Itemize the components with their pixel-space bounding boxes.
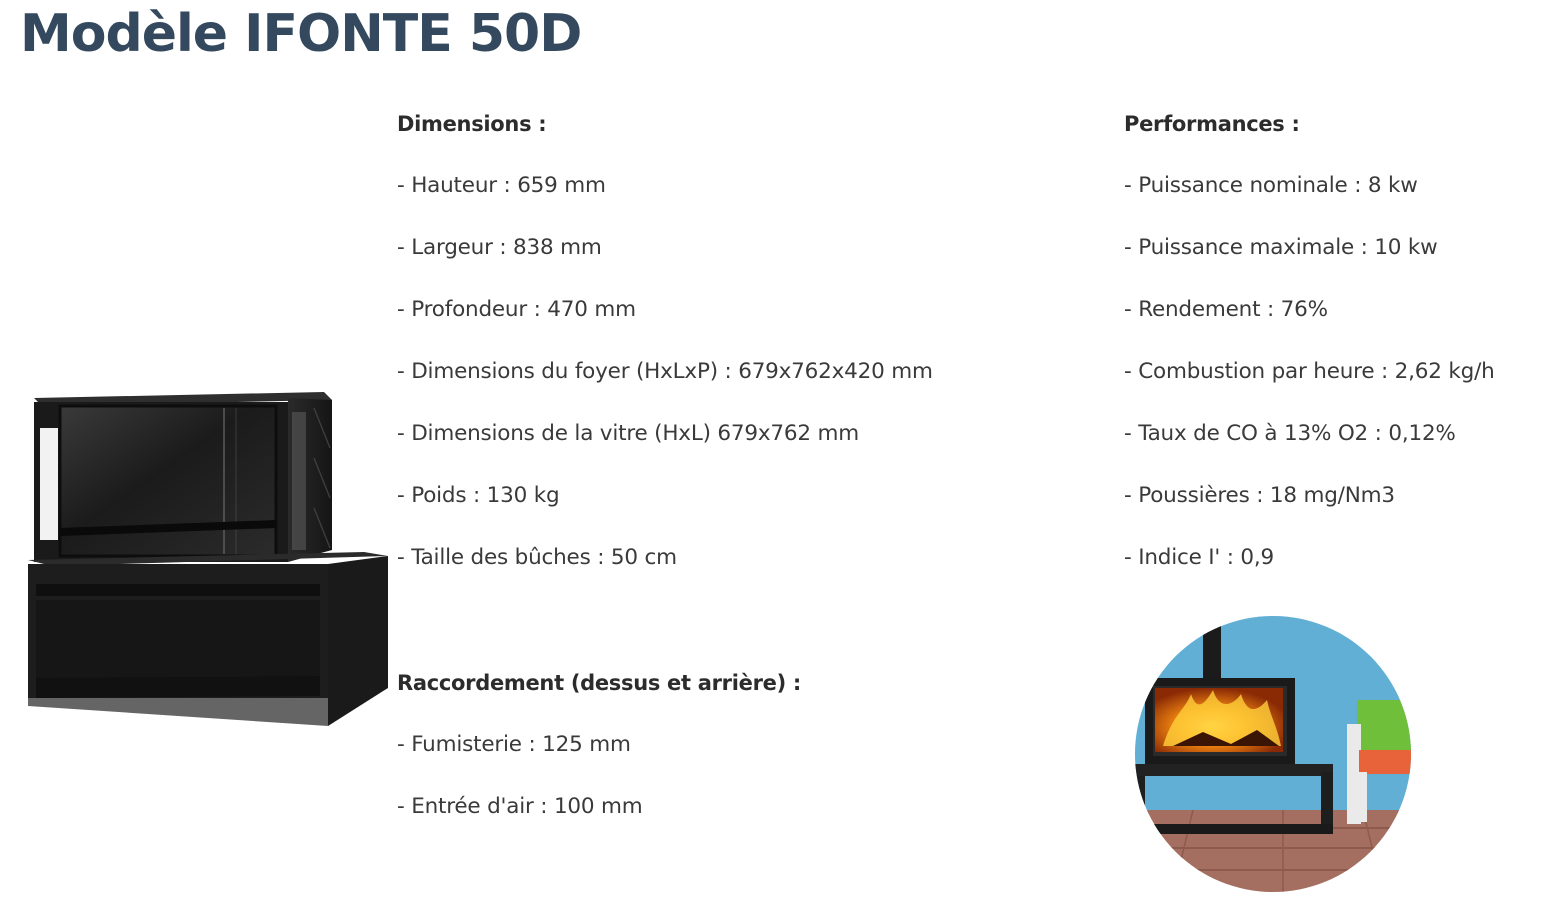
spec-dimensions-vitre: - Dimensions de la vitre (HxL) 679x762 mm [397,421,859,446]
page-title: Modèle IFONTE 50D [20,4,582,64]
spec-puissance-nominale: - Puissance nominale : 8 kw [1124,173,1418,198]
performances-heading: Performances : [1124,112,1300,136]
spec-poids: - Poids : 130 kg [397,483,560,508]
performances-section [1124,108,1539,574]
spec-largeur: - Largeur : 838 mm [397,235,602,260]
spec-hauteur: - Hauteur : 659 mm [397,173,606,198]
spec-taux-co: - Taux de CO à 13% O2 : 0,12% [1124,421,1456,446]
spec-entree-air: - Entrée d'air : 100 mm [397,794,643,819]
spec-rendement: - Rendement : 76% [1124,297,1328,322]
raccordement-heading: Raccordement (dessus et arrière) : [397,671,801,695]
dimensions-section [397,108,1097,823]
spec-indice: - Indice I' : 0,9 [1124,545,1275,570]
spec-combustion: - Combustion par heure : 2,62 kg/h [1124,359,1495,384]
spec-puissance-maximale: - Puissance maximale : 10 kw [1124,235,1438,260]
spec-profondeur: - Profondeur : 470 mm [397,297,636,322]
spec-poussieres: - Poussières : 18 mg/Nm3 [1124,483,1395,508]
spec-fumisterie: - Fumisterie : 125 mm [397,732,631,757]
spec-dimensions-foyer: - Dimensions du foyer (HxLxP) : 679x762x420 mm [397,359,933,384]
spec-taille-buches: - Taille des bûches : 50 cm [397,545,677,570]
dimensions-heading: Dimensions : [397,112,547,136]
ambiance-photo [1133,614,1413,894]
stove-product-image [24,388,392,730]
